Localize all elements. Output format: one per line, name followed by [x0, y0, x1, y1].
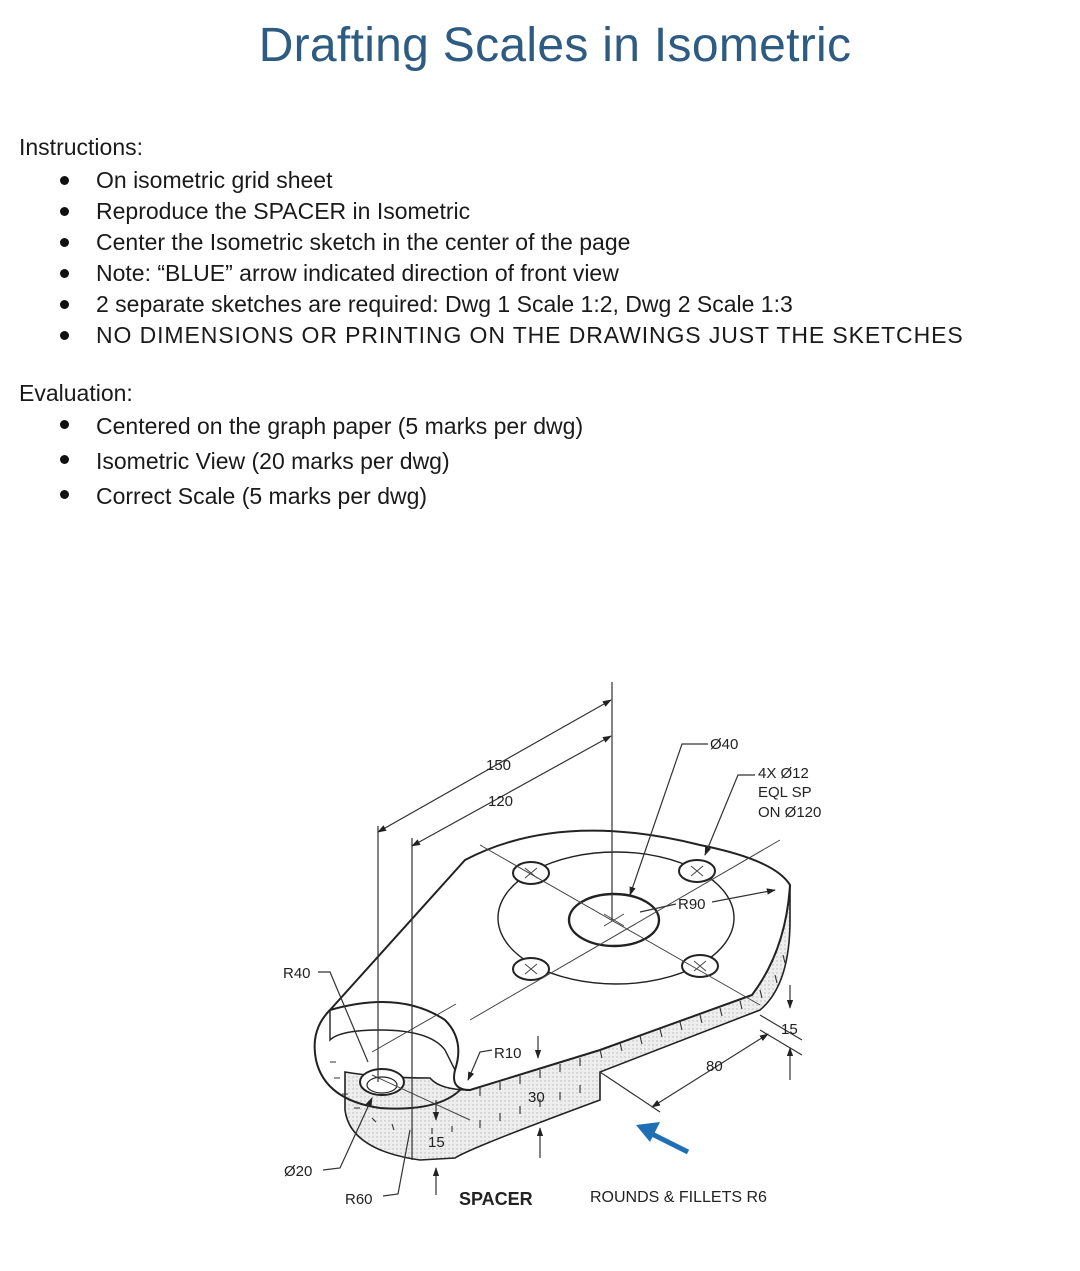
instruction-item: NO DIMENSIONS OR PRINTING ON THE DRAWINGS JUST THE SKETCHES [0, 320, 964, 351]
dim-holes-line3: ON Ø120 [758, 804, 822, 821]
leader-holes [705, 775, 755, 855]
instruction-item: 2 separate sketches are required: Dwg 1 Scale 1:2, Dwg 2 Scale 1:3 [0, 289, 964, 320]
dim-r10: R10 [494, 1045, 522, 1062]
dim-d40: Ø40 [710, 736, 739, 753]
dim-120: 120 [488, 793, 514, 810]
evaluation-heading: Evaluation: [19, 380, 133, 406]
dim-30: 30 [528, 1089, 545, 1106]
dim-line-120 [412, 736, 611, 846]
evaluation-item: Correct Scale (5 marks per dwg) [0, 479, 583, 514]
dim-r60: R60 [345, 1191, 373, 1208]
evaluation-list [0, 409, 583, 514]
instructions-list [0, 165, 964, 351]
dim-holes-line1: 4X Ø12 [758, 765, 809, 782]
dim-15-left: 15 [428, 1134, 445, 1151]
page-title: Drafting Scales in Isometric [258, 19, 852, 72]
dim-r40: R40 [283, 965, 311, 982]
instruction-item: Note: “BLUE” arrow indicated direction of front view [0, 258, 964, 289]
instruction-item: On isometric grid sheet [0, 165, 964, 196]
spacer-top-outline [330, 831, 790, 1090]
dim-d20: Ø20 [284, 1163, 313, 1180]
instructions-heading: Instructions: [19, 134, 143, 160]
dim-150: 150 [486, 757, 512, 774]
spacer-isometric-drawing [270, 670, 850, 1230]
evaluation-item: Isometric View (20 marks per dwg) [0, 444, 583, 479]
left-hole [360, 1069, 404, 1095]
dim-15-right: 15 [781, 1021, 798, 1038]
dim-r90: R90 [678, 896, 706, 913]
dim-80: 80 [706, 1058, 723, 1075]
dim-holes-line2: EQL SP [758, 784, 812, 801]
instruction-item: Center the Isometric sketch in the center of the page [0, 227, 964, 258]
drawing-note: ROUNDS & FILLETS R6 [590, 1189, 767, 1206]
drawing-caption: SPACER [459, 1189, 533, 1209]
instruction-item: Reproduce the SPACER in Isometric [0, 196, 964, 227]
evaluation-item: Centered on the graph paper (5 marks per dwg) [0, 409, 583, 444]
front-view-arrowhead [636, 1122, 660, 1142]
